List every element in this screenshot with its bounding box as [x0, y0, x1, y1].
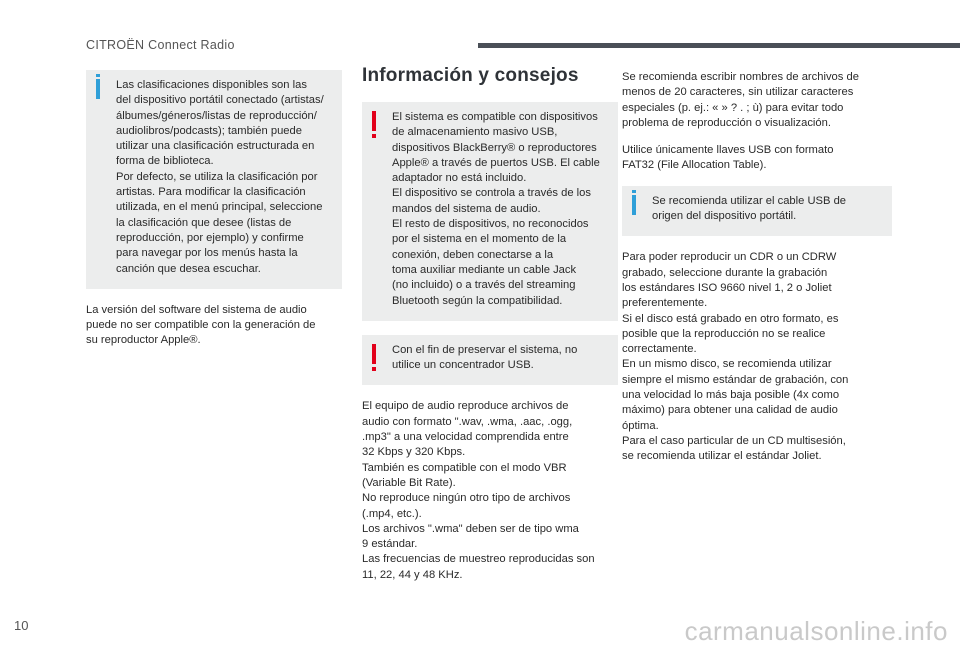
info-box-text: Se recomienda utilizar el cable USB de origen del dispositivo portátil. [652, 194, 847, 223]
info-box [86, 70, 342, 289]
warning-icon [372, 111, 376, 131]
column-1 [86, 70, 342, 361]
audio-formats-paragraph: El equipo de audio reproduce archivos de audio con formato ".wav, .wma, .aac, .ogg, .mp3" a una velocidad comprendida entre 32 Kbps y 320 Kbps. También es compatible con el modo VBR (Variable Bit Rate). No reproduce ningún otro tipo de archivos (.mp4, etc.). Los archivos ".wma" deben ser de tipo wma 9 estándar. Las frecuencias de muestreo reproducidas son 11, 22, 44 y 48 KHz. [362, 400, 595, 581]
cd-paragraph: Para poder reproducir un CDR o un CDRW grabado, seleccione durante la grabación los estándares ISO 9660 nivel 1, 2 o Joliet preferentemente. Si el disco está grabado en otro formato, es posible que la reproducción no se realice correctamente. En un mismo disco, se recomienda utilizar siempre el mismo estándar de grabación, con una velocidad lo más baja posible (4x como máximo) para obtener una calidad de audio óptima. Para el caso particular de un CD multisesión, se recomienda utilizar el estándar Joliet. [622, 251, 849, 463]
fat32-paragraph: Utilice únicamente llaves USB con formato FAT32 (File Allocation Table). [622, 144, 834, 172]
column-2 [362, 62, 618, 595]
info-box-text: Las clasificaciones disponibles son las del dispositivo portátil conectado (artistas/ álbumes/géneros/listas de reproducción/ audiolibros/podcasts); también puede utilizar una clasificación estructurada en forma de biblioteca. Por defecto, se utiliza la clasificación por artistas. Para modificar la clasificación utilizada, en el menú principal, seleccione la clasificación que desee (listas de reproducción, por ejemplo) y confirme para navegar por los menús hasta la canción que desea escuchar. [116, 79, 324, 275]
apple-compat-paragraph: La versión del software del sistema de audio puede no ser compatible con la generación de su reproductor Apple®. [86, 303, 316, 347]
info-icon [632, 195, 636, 215]
warning-box-text: El sistema es compatible con dispositivos de almacenamiento masivo USB, dispositivos BlackBerry® o reproductores Apple® a través de puertos USB. El cable adaptador no está incluido. El dispositivo se controla a través de los mandos del sistema de audio. El resto de dispositivos, no reconocidos por el sistema en el momento de la conexión, deben conectarse a la toma auxiliar mediante un cable Jack (no incluido) o a través del streaming Bluetooth según la compatibilidad. [392, 111, 600, 307]
warning-box-compatibility [362, 102, 618, 321]
page-header-title: CITROËN Connect Radio [86, 38, 235, 52]
header-bar [478, 43, 960, 48]
info-icon [96, 79, 100, 99]
warning-box-text: Con el fin de preservar el sistema, no utilice un concentrador USB. [392, 343, 578, 372]
watermark: carmanualsonline.info [684, 616, 948, 646]
filenames-paragraph: Se recomienda escribir nombres de archivos de menos de 20 caracteres, sin utilizar caracteres especiales (p. ej.: « » ? . ; ù) para evitar todo problema de reproducción o visualización. [622, 71, 859, 129]
info-box-usb-cable [622, 186, 892, 237]
warning-icon [372, 344, 376, 364]
page-number: 10 [14, 618, 29, 633]
warning-box-usb-hub [362, 335, 618, 386]
section-heading: Información y consejos [362, 65, 579, 86]
column-3 [622, 70, 892, 477]
